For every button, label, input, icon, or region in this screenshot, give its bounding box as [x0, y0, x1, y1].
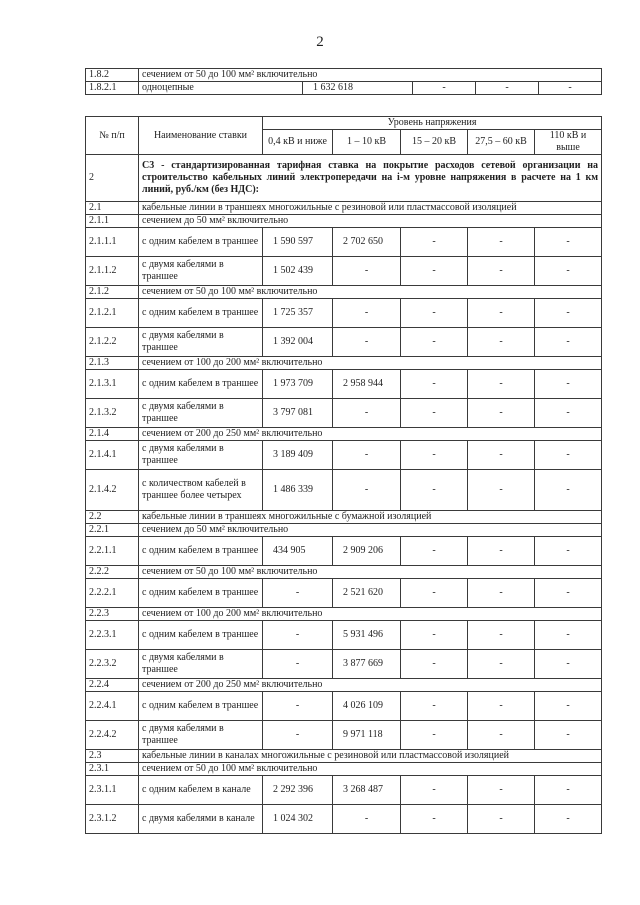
- section-label: сечением от 200 до 250 мм² включительно: [139, 679, 602, 692]
- value-cell: -: [263, 692, 333, 721]
- rate-name: с одним кабелем в траншее: [139, 537, 263, 566]
- row-code: 2.1: [86, 202, 139, 215]
- section-label: сечением от 50 до 100 мм² включительно: [139, 286, 602, 299]
- section-label: сечением от 100 до 200 мм² включительно: [139, 608, 602, 621]
- table-row: [86, 228, 602, 257]
- value-cell: 9 971 118: [333, 721, 401, 750]
- value-cell: -: [401, 257, 468, 286]
- value-cell: -: [535, 328, 602, 357]
- value-cell: -: [468, 470, 535, 511]
- row-code: 2.2.4.2: [86, 721, 139, 750]
- value-cell: -: [401, 370, 468, 399]
- row-code: 2.2.2: [86, 566, 139, 579]
- table-row: [86, 608, 602, 621]
- rate-name: с одним кабелем в канале: [139, 776, 263, 805]
- tariff-table: [85, 116, 602, 834]
- row-code: 2.2: [86, 511, 139, 524]
- row-code: 2.1.3.1: [86, 370, 139, 399]
- rate-name: с двумя кабелями в траншее: [139, 441, 263, 470]
- value-cell: 2 292 396: [263, 776, 333, 805]
- value-cell: -: [535, 721, 602, 750]
- row-code: 2.1.1: [86, 215, 139, 228]
- table-row: [86, 566, 602, 579]
- table-row: [86, 621, 602, 650]
- table-row: [86, 579, 602, 608]
- value-cell: 1 502 439: [263, 257, 333, 286]
- value-cell: -: [401, 621, 468, 650]
- top-continuation-table: [85, 68, 602, 95]
- rate-name: с одним кабелем в траншее: [139, 228, 263, 257]
- value-cell: -: [333, 328, 401, 357]
- row-code: 2.1.1.1: [86, 228, 139, 257]
- table-row: [86, 650, 602, 679]
- voltage-header: 15 – 20 кВ: [401, 130, 468, 155]
- value-cell: -: [401, 299, 468, 328]
- table-row: [86, 370, 602, 399]
- value-cell: 2 702 650: [333, 228, 401, 257]
- value-cell: 3 268 487: [333, 776, 401, 805]
- value-cell: -: [401, 441, 468, 470]
- value-cell: 1 725 357: [263, 299, 333, 328]
- value-cell: -: [333, 299, 401, 328]
- section-label: сечением от 50 до 100 мм² включительно: [139, 763, 602, 776]
- rate-name: одноцепные: [139, 82, 303, 95]
- section-label: сечением от 50 до 100 мм² включительно: [139, 566, 602, 579]
- value-cell: -: [468, 721, 535, 750]
- value-cell: -: [535, 370, 602, 399]
- value-cell: -: [468, 579, 535, 608]
- rate-name: с двумя кабелями в траншее: [139, 399, 263, 428]
- value-cell: -: [476, 82, 539, 95]
- section-label: сечением до 50 мм² включительно: [139, 524, 602, 537]
- value-cell: 2 909 206: [333, 537, 401, 566]
- section-label: сечением до 50 мм² включительно: [139, 215, 602, 228]
- value-cell: 2 521 620: [333, 579, 401, 608]
- table-row: [86, 82, 602, 95]
- number-header: № п/п: [86, 117, 139, 155]
- table-row: [86, 679, 602, 692]
- value-cell: -: [401, 721, 468, 750]
- value-cell: -: [401, 470, 468, 511]
- row-code: 2.1.2: [86, 286, 139, 299]
- table-row: [86, 299, 602, 328]
- section-label: кабельные линии в каналах многожильные с резиновой или пластмассовой изоляцией: [139, 750, 602, 763]
- table-row: [86, 511, 602, 524]
- value-cell: -: [468, 621, 535, 650]
- value-cell: -: [535, 228, 602, 257]
- value-cell: -: [263, 650, 333, 679]
- value-cell: 5 931 496: [333, 621, 401, 650]
- value-cell: -: [468, 805, 535, 834]
- table-row: [86, 328, 602, 357]
- value-cell: 3 189 409: [263, 441, 333, 470]
- value-cell: -: [535, 692, 602, 721]
- table-row: [86, 441, 602, 470]
- voltage-header: 1 – 10 кВ: [333, 130, 401, 155]
- row-code: 2.1.4.2: [86, 470, 139, 511]
- section-label: сечением от 200 до 250 мм² включительно: [139, 428, 602, 441]
- value-cell: -: [468, 650, 535, 679]
- value-cell: -: [535, 776, 602, 805]
- row-code: 2.3.1: [86, 763, 139, 776]
- rate-name: с одним кабелем в траншее: [139, 579, 263, 608]
- row-code: 2.1.3.2: [86, 399, 139, 428]
- value-cell: 3 797 081: [263, 399, 333, 428]
- value-cell: -: [401, 579, 468, 608]
- name-header: Наименование ставки: [139, 117, 263, 155]
- rate-name: с одним кабелем в траншее: [139, 370, 263, 399]
- value-cell: -: [333, 399, 401, 428]
- row-code: 2.2.4: [86, 679, 139, 692]
- row-code: 1.8.2: [86, 69, 139, 82]
- table-row: [86, 470, 602, 511]
- row-code: 2.3.1.2: [86, 805, 139, 834]
- value-cell: -: [263, 579, 333, 608]
- rate-name: с двумя кабелями в траншее: [139, 721, 263, 750]
- rate-name: с двумя кабелями в траншее: [139, 328, 263, 357]
- value-cell: -: [535, 399, 602, 428]
- value-cell: -: [468, 370, 535, 399]
- value-cell: -: [468, 692, 535, 721]
- page-number: 2: [316, 34, 324, 50]
- voltage-group-header: Уровень напряжения: [263, 117, 602, 130]
- row-code: 2.2.3.2: [86, 650, 139, 679]
- value-cell: -: [535, 257, 602, 286]
- row-code: 2.2.4.1: [86, 692, 139, 721]
- section-label: кабельные линии в траншеях многожильные с резиновой или пластмассовой изоляцией: [139, 202, 602, 215]
- value-cell: -: [535, 805, 602, 834]
- title-row: [86, 155, 602, 202]
- row-code: 2.3.1.1: [86, 776, 139, 805]
- value-cell: -: [333, 805, 401, 834]
- table-row: [86, 750, 602, 763]
- rate-name: с двумя кабелями в траншее: [139, 257, 263, 286]
- rate-name: с двумя кабелями в канале: [139, 805, 263, 834]
- rate-name: с количеством кабелей в траншее более четырех: [139, 470, 263, 511]
- value-cell: -: [535, 621, 602, 650]
- table-row: [86, 805, 602, 834]
- rate-name: с одним кабелем в траншее: [139, 299, 263, 328]
- table-row: [86, 286, 602, 299]
- row-code: 2: [86, 155, 139, 202]
- row-code: 2.1.1.2: [86, 257, 139, 286]
- table-row: [86, 776, 602, 805]
- value-cell: -: [401, 650, 468, 679]
- value-cell: 434 905: [263, 537, 333, 566]
- value-cell: 1 632 618: [303, 82, 413, 95]
- rate-title: С3 - стандартизированная тарифная ставка на покрытие расходов сетевой организации на строительство кабельных линий электропередачи на i-м уровне напряжения в расчете на 1 км линий, руб./км (без НДС):: [139, 155, 602, 202]
- value-cell: -: [333, 470, 401, 511]
- row-code: 2.3: [86, 750, 139, 763]
- row-code: 2.2.3.1: [86, 621, 139, 650]
- value-cell: 1 392 004: [263, 328, 333, 357]
- value-cell: -: [401, 537, 468, 566]
- value-cell: -: [468, 299, 535, 328]
- row-code: 2.2.3: [86, 608, 139, 621]
- value-cell: -: [413, 82, 476, 95]
- value-cell: 1 486 339: [263, 470, 333, 511]
- row-code: 2.1.2.1: [86, 299, 139, 328]
- row-code: 2.2.2.1: [86, 579, 139, 608]
- value-cell: -: [401, 328, 468, 357]
- voltage-header: 27,5 – 60 кВ: [468, 130, 535, 155]
- value-cell: -: [535, 441, 602, 470]
- table-row: [86, 215, 602, 228]
- value-cell: -: [468, 776, 535, 805]
- value-cell: -: [333, 257, 401, 286]
- value-cell: -: [401, 776, 468, 805]
- value-cell: -: [535, 537, 602, 566]
- value-cell: -: [401, 228, 468, 257]
- value-cell: -: [468, 441, 535, 470]
- row-code: 2.1.3: [86, 357, 139, 370]
- table-row: [86, 357, 602, 370]
- value-cell: -: [468, 328, 535, 357]
- row-code: 2.2.1: [86, 524, 139, 537]
- value-cell: -: [263, 721, 333, 750]
- rate-name: с одним кабелем в траншее: [139, 692, 263, 721]
- row-code: 2.1.2.2: [86, 328, 139, 357]
- section-label: кабельные линии в траншеях многожильные с бумажной изоляцией: [139, 511, 602, 524]
- table-row: [86, 257, 602, 286]
- row-code: 2.1.4.1: [86, 441, 139, 470]
- table-row: [86, 202, 602, 215]
- table-row: [86, 524, 602, 537]
- table-row: [86, 537, 602, 566]
- value-cell: -: [468, 257, 535, 286]
- value-cell: 3 877 669: [333, 650, 401, 679]
- rate-name: с одним кабелем в траншее: [139, 621, 263, 650]
- value-cell: -: [535, 579, 602, 608]
- header-row: [86, 117, 602, 130]
- value-cell: -: [468, 537, 535, 566]
- table-row: [86, 399, 602, 428]
- table-row: [86, 721, 602, 750]
- table-row: [86, 69, 602, 82]
- value-cell: -: [468, 228, 535, 257]
- value-cell: -: [263, 621, 333, 650]
- section-label: сечением от 50 до 100 мм² включительно: [139, 69, 602, 82]
- value-cell: -: [535, 470, 602, 511]
- value-cell: 1 024 302: [263, 805, 333, 834]
- table-row: [86, 763, 602, 776]
- value-cell: -: [333, 441, 401, 470]
- row-code: 2.1.4: [86, 428, 139, 441]
- voltage-header: 0,4 кВ и ниже: [263, 130, 333, 155]
- row-code: 1.8.2.1: [86, 82, 139, 95]
- section-label: сечением от 100 до 200 мм² включительно: [139, 357, 602, 370]
- value-cell: -: [539, 82, 602, 95]
- value-cell: -: [535, 650, 602, 679]
- value-cell: -: [535, 299, 602, 328]
- row-code: 2.2.1.1: [86, 537, 139, 566]
- table-row: [86, 692, 602, 721]
- value-cell: -: [401, 805, 468, 834]
- value-cell: 1 590 597: [263, 228, 333, 257]
- voltage-header: 110 кВ и выше: [535, 130, 602, 155]
- rate-name: с двумя кабелями в траншее: [139, 650, 263, 679]
- table-row: [86, 428, 602, 441]
- value-cell: 2 958 944: [333, 370, 401, 399]
- value-cell: -: [468, 399, 535, 428]
- value-cell: -: [401, 692, 468, 721]
- value-cell: -: [401, 399, 468, 428]
- value-cell: 1 973 709: [263, 370, 333, 399]
- value-cell: 4 026 109: [333, 692, 401, 721]
